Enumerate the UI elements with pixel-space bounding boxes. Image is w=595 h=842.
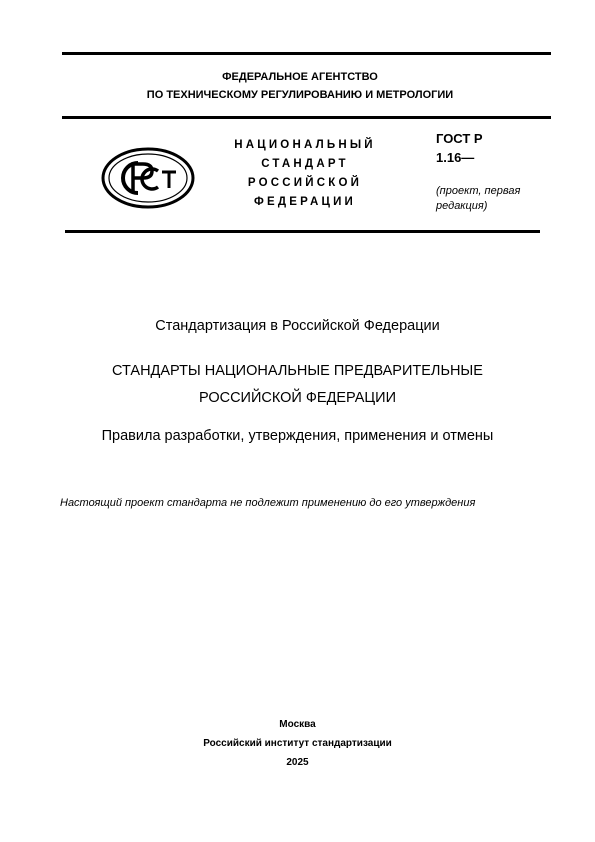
document-title-line-1: СТАНДАРТЫ НАЦИОНАЛЬНЫЕ ПРЕДВАРИТЕЛЬНЫЕ	[112, 363, 483, 379]
designation-code: ГОСТ Р	[436, 131, 483, 146]
footer-city: Москва	[279, 719, 316, 730]
standard-type	[200, 136, 410, 212]
standard-type-line-2: СТАНДАРТ	[261, 158, 349, 170]
agency-line-1: ФЕДЕРАЛЬНОЕ АГЕНТСТВО	[222, 71, 378, 83]
gost-r-logo	[100, 146, 196, 210]
document-subtitle: Правила разработки, утверждения, применения и отмены	[101, 428, 494, 444]
header-rule-lower	[65, 230, 540, 233]
designation-number: 1.16—	[436, 150, 475, 165]
series-title: Стандартизация в Российской Федерации	[155, 318, 440, 334]
top-rule	[62, 52, 551, 55]
standard-type-line-3: РОССИЙСКОЙ	[247, 177, 363, 189]
standard-type-line-1: НАЦИОНАЛЬНЫЙ	[234, 139, 376, 151]
draft-note-line-1: (проект, первая	[436, 185, 521, 197]
gost-r-mark-icon	[100, 146, 196, 210]
header-rule-upper	[62, 116, 551, 119]
draft-note-line-2: редакция)	[436, 200, 488, 212]
footer-year: 2025	[286, 757, 309, 768]
draft-notice: Настоящий проект стандарта не подлежит применению до его утверждения	[60, 497, 476, 509]
document-title	[0, 358, 595, 412]
document-title-line-2: РОССИЙСКОЙ ФЕДЕРАЦИИ	[198, 390, 397, 406]
agency-line-2: ПО ТЕХНИЧЕСКОМУ РЕГУЛИРОВАНИЮ И МЕТРОЛОГИИ	[146, 89, 454, 101]
agency-name	[60, 68, 540, 104]
draft-note	[436, 184, 546, 214]
standard-designation	[436, 129, 483, 167]
footer-publisher: Российский институт стандартизации	[203, 738, 392, 749]
standard-type-line-4: ФЕДЕРАЦИИ	[253, 196, 357, 208]
